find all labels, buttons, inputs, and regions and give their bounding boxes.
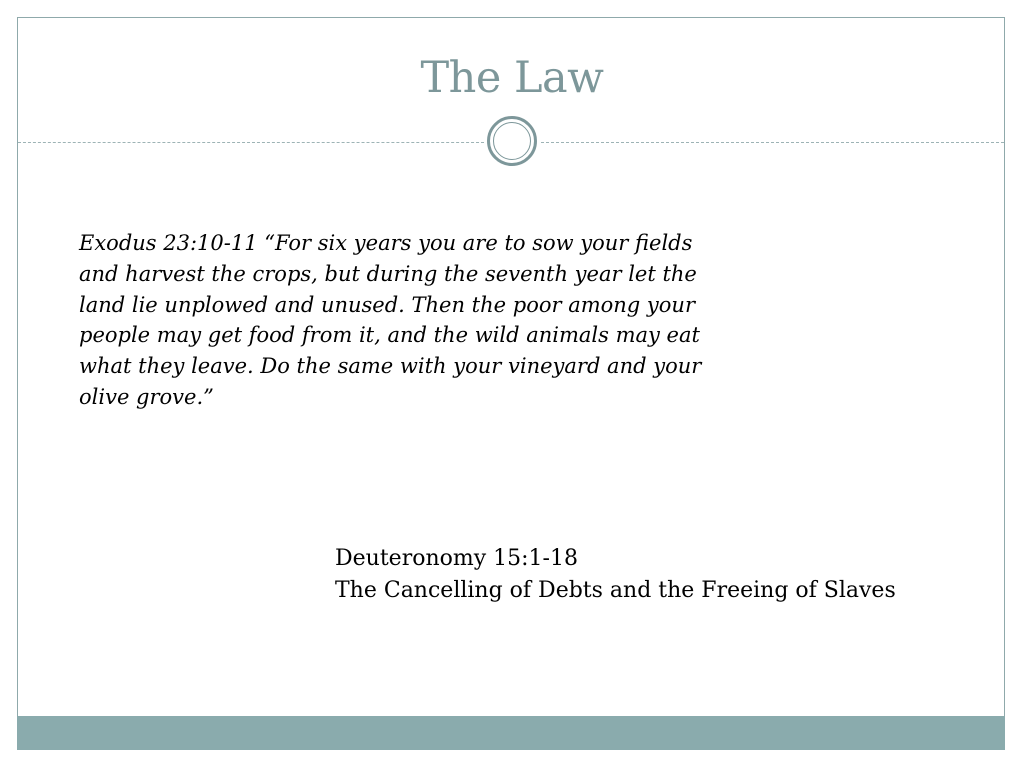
- circle-ornament-icon: [487, 116, 537, 166]
- reference-subtitle: The Cancelling of Debts and the Freeing of Slaves: [335, 578, 896, 603]
- circle-ornament-inner: [493, 122, 531, 160]
- reference-block: [335, 543, 975, 607]
- reference-citation: Deuteronomy 15:1-18: [335, 546, 578, 571]
- title-divider-right: [541, 142, 1004, 143]
- scripture-quote: Exodus 23:10-11 “For six years you are to sow your fields and harvest the crops, but during the seventh year let the land lie unplowed and unused. Then the poor among your people may get food from it, and the wild animals may eat what they leave. Do the same with your vineyard and your olive grove.”: [79, 231, 702, 409]
- title-divider-left: [18, 142, 484, 143]
- slide-title: The Law: [420, 53, 604, 103]
- footer-accent-bar: [17, 716, 1005, 750]
